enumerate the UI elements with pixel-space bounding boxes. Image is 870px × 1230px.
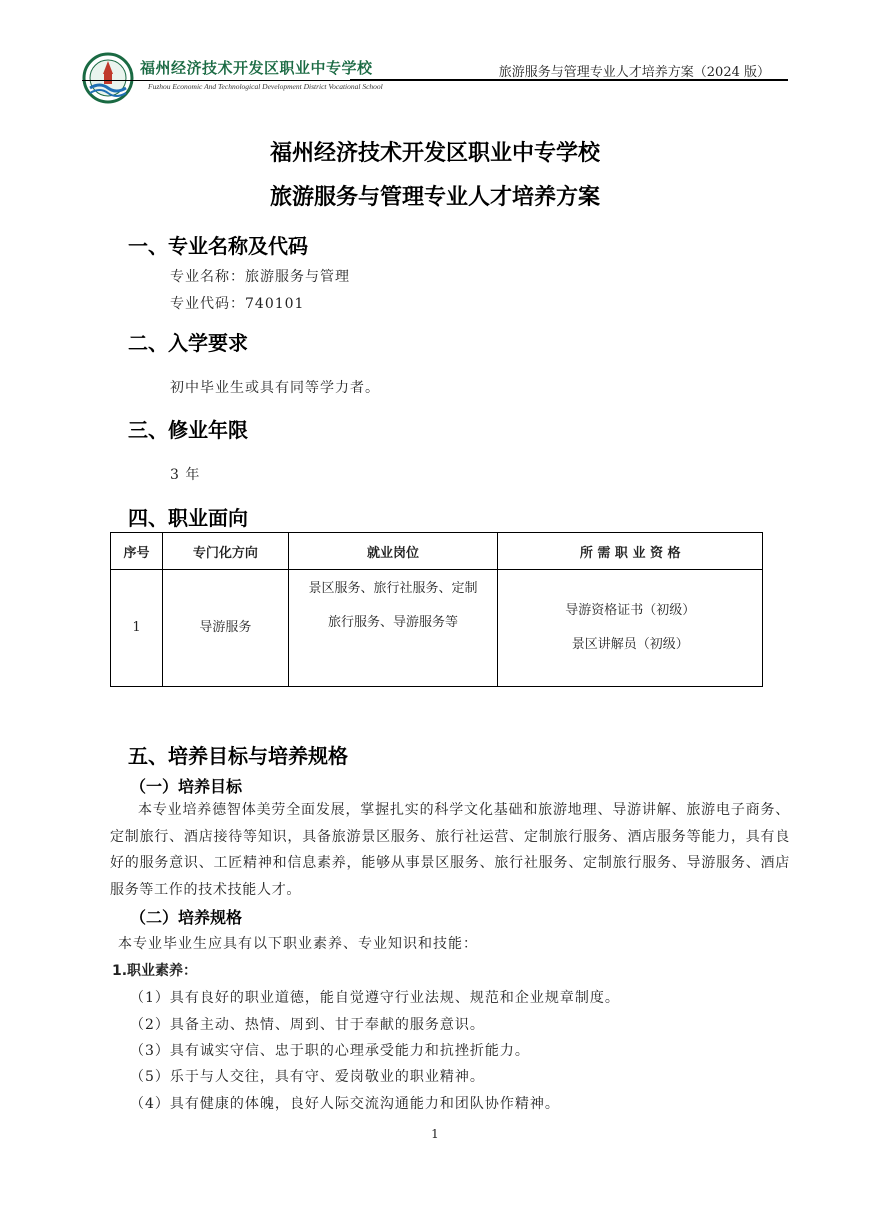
section-heading-career: 四、职业面向 (128, 506, 248, 530)
specification-intro: 本专业毕业生应具有以下职业素养、专业知识和技能： (118, 936, 478, 952)
qualification-1: 导游资格证书（初级） (565, 603, 696, 618)
section-heading-duration: 三、修业年限 (128, 418, 248, 442)
header-number: 序号 (111, 533, 163, 570)
header-direction: 专门化方向 (162, 533, 288, 570)
duration-text: 3 年 (170, 467, 201, 483)
cell-number: 1 (111, 570, 163, 687)
jobs-line-2: 旅行服务、导游服务等 (328, 615, 459, 630)
career-table (110, 532, 763, 687)
program-code-line: 专业代码：740101 (170, 296, 305, 312)
cell-jobs (288, 570, 498, 687)
table-header-row (111, 533, 763, 570)
qualification-2: 景区讲解员（初级） (571, 637, 689, 652)
page-number: 1 (431, 1127, 439, 1141)
header-qualifications: 所 需 职 业 资 格 (498, 533, 763, 570)
document-title-program: 旅游服务与管理专业人才培养方案 (269, 185, 600, 210)
header-jobs: 就业岗位 (288, 533, 498, 570)
school-logo-emblem (82, 52, 134, 104)
section-heading-admission: 二、入学要求 (128, 331, 248, 355)
school-name-english: Fuzhou Economic And Technological Development District Vocational School (148, 82, 383, 91)
table-row (111, 570, 763, 687)
school-name-logo: 福州经济技术开发区职业中专学校 (140, 59, 373, 77)
cell-direction: 导游服务 (162, 570, 288, 687)
list-item: （4）具有健康的体魄，良好人际交流沟通能力和团队协作精神。 (130, 1096, 560, 1112)
list-item: （1）具有良好的职业道德，能自觉遵守行业法规、规范和企业规章制度。 (130, 990, 620, 1006)
list-item: （3）具有诚实守信、忠于职的心理承受能力和抗挫折能力。 (130, 1043, 530, 1059)
list-item: （5）乐于与人交往，具有守、爱岗敬业的职业精神。 (130, 1069, 485, 1085)
subheading-objective: （一）培养目标 (130, 777, 243, 796)
professional-quality-heading: 1.职业素养： (112, 963, 198, 979)
jobs-line-1: 景区服务、旅行社服务、定制 (308, 581, 478, 596)
objective-paragraph: 本专业培养德智体美劳全面发展，掌握扎实的科学文化基础和旅游地理、导游讲解、旅游电子商务、定制旅行、酒店接待等知识，具备旅游景区服务、旅行社运营、定制旅行服务、酒店服务等能力，具有良好的服务意识、工匠精神和信息素养，能够从事景区服务、旅行社服务、定制旅行服务、导游服务、酒店服务等工作的技术技能人才。 (110, 802, 790, 898)
list-item: （2）具备主动、热情、周到、甘于奉献的服务意识。 (130, 1017, 485, 1033)
cell-qualifications (498, 570, 763, 687)
admission-text: 初中毕业生或具有同等学力者。 (170, 380, 380, 396)
section-heading-objectives: 五、培养目标与培养规格 (128, 744, 348, 768)
section-heading-program-name: 一、专业名称及代码 (128, 234, 308, 258)
program-name-line: 专业名称：旅游服务与管理 (170, 269, 350, 285)
document-label: 旅游服务与管理专业人才培养方案（2024 版） (498, 65, 770, 80)
subheading-specification: （二）培养规格 (130, 908, 243, 927)
document-title-school: 福州经济技术开发区职业中专学校 (269, 141, 600, 166)
